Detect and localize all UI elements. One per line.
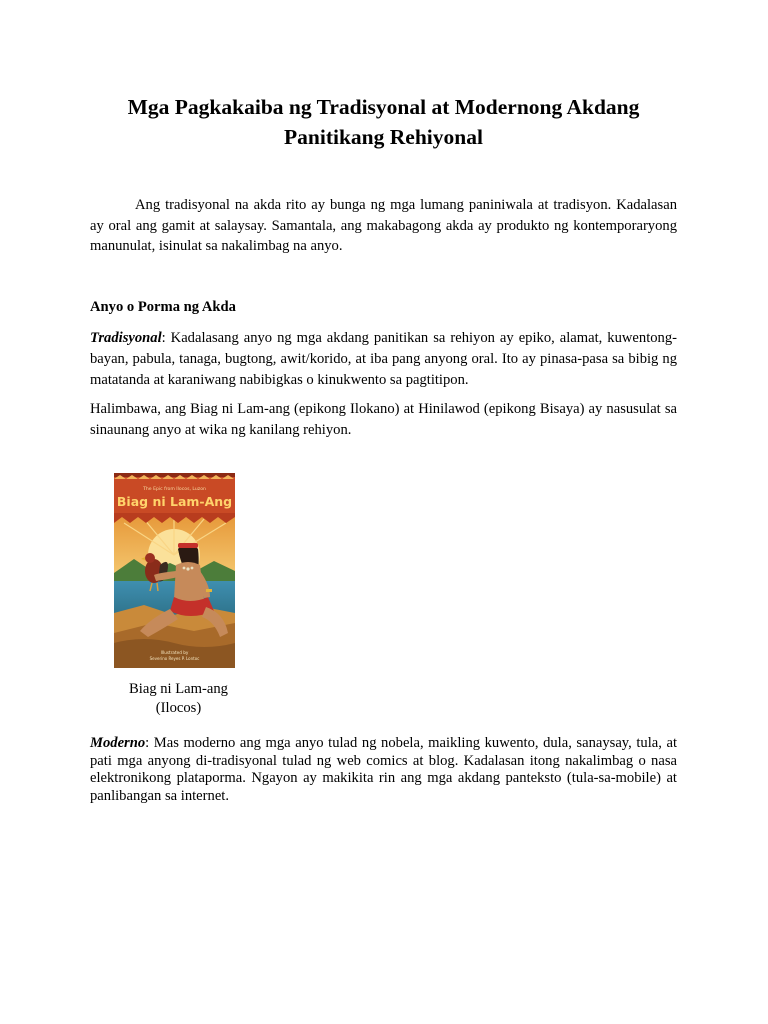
traditional-paragraph <box>90 328 677 391</box>
cover-top-text: The Epic from Ilocos, Luzon <box>143 487 206 492</box>
cover-title: Biag ni Lam-Ang <box>116 494 233 509</box>
figure-caption <box>114 680 243 717</box>
section-heading: Anyo o Porma ng Akda <box>90 299 236 315</box>
modern-paragraph <box>90 735 677 805</box>
intro-paragraph: Ang tradisyonal na akda rito ay bunga ng mga lumang paniniwala at tradisyon. Kadalasan ay oral ang gamit at salaysay. Samantala, ang makabagong akda ay produkto ng kontemporaryong manunulat, isinulat sa nakalimbag na anyo. <box>90 197 677 254</box>
caption-line-2: (Ilocos) <box>155 699 202 716</box>
page-title: Mga Pagkakaiba ng Tradisyonal at Modernong Akdang Panitikang Rehiyonal <box>127 95 640 149</box>
modern-text: : Mas moderno ang mga anyo tulad ng nobela, maikling kuwento, dula, sanaysay, tula, at pati mga anyong di-tradisyonal tulad ng web comics at blog. Kadalasan itong nakalimbag o nasa elektronikong plataporma. Ngayon ay makikita rin ang mga akdang panteksto (tula-sa-mobile) at panlibangan sa internet. <box>90 735 677 804</box>
example-paragraph: Halimbawa, ang Biag ni Lam-ang (epikong Ilokano) at Hinilawod (epikong Bisaya) ay nasusulat sa sinaunang anyo at wika ng kanilang rehiyon. <box>90 401 677 438</box>
traditional-text: : Kadalasang anyo ng mga akdang panitikan sa rehiyon ay epiko, alamat, kuwentong-bayan, pabula, tanaga, bugtong, awit/korido, at iba pang anyong oral. Ito ay pinasa-pasa sa bibig ng matatanda at karaniwang nabibigkas o kinukwento sa pagtitipon. <box>90 330 677 388</box>
traditional-term: Tradisyonal <box>90 330 162 346</box>
book-cover-image <box>114 473 235 668</box>
cover-credit-name: Severino Reyes P. Lontoc <box>149 656 200 661</box>
document-page <box>90 0 677 1024</box>
caption-line-1: Biag ni Lam-ang <box>129 681 228 697</box>
cover-credit-label: Illustrated by <box>160 650 189 655</box>
modern-term: Moderno <box>90 735 146 751</box>
